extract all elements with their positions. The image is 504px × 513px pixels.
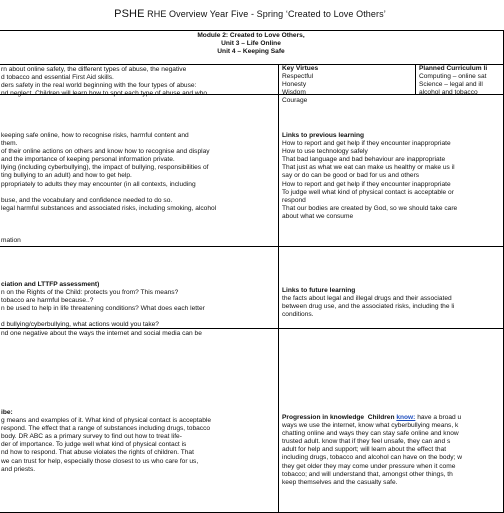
previous-learning-cell [278, 94, 504, 247]
intro-line: d tobacco and essential First Aid skills. [1, 74, 114, 82]
progression-first-line [282, 414, 503, 422]
vocabulary-heading: ibe: [1, 409, 13, 416]
assessment-line: n be used to help in life threatening conditions? What does each letter [1, 305, 205, 313]
future-learning-line: between drug use, and the associated risks, including the li [282, 303, 455, 311]
module-header-cell [0, 30, 504, 65]
assessment-line: n on the Rights of the Child: protects you from? This means? [1, 289, 179, 297]
objectives-cell [0, 94, 279, 247]
progression-line: trusted adult. know that if they feel unsafe, they can and s [282, 438, 451, 446]
know-link[interactable]: know: [396, 414, 416, 421]
key-virtues-heading: Key Virtues [282, 65, 319, 72]
vocabulary-line: body. DR ABC as a primary survey to find out how to treat life- [1, 433, 182, 441]
curriculum-line: alcohol and tobacco [419, 89, 478, 97]
previous-learning-line: That our bodies are created by God, so we should take care [282, 204, 458, 212]
objective-line: llying (including cyberbullying), the impact of bullying, responsibilities of [1, 164, 209, 172]
virtue-item: Honesty [282, 81, 307, 89]
previous-learning-line: How to report and get help if they encounter inappropriate [282, 180, 451, 188]
virtue-item: Wisdom [282, 89, 306, 97]
intro-line: ders safety in the real world beginning with the four types of abuse: [1, 82, 197, 90]
vocabulary-line: der of importance. To judge well what kind of physical contact is [1, 441, 187, 449]
vocabulary-line: respond. The effect that a range of substances including drugs, tobacco [1, 425, 211, 433]
progression-line: adult for help and support; will learn about the effect that [282, 446, 447, 454]
progression-line: keep themselves and the casualty safe. [282, 478, 398, 486]
progression-cell [278, 328, 504, 513]
vocabulary-line: and priests. [1, 465, 36, 473]
curriculum-line: Computing – online sat [419, 73, 487, 81]
objective-line [1, 189, 278, 197]
assessment-line [1, 313, 278, 321]
intro-cell [0, 64, 279, 98]
planned-curriculum-heading: Planned Curriculum li [419, 65, 488, 72]
previous-learning-line: How to report and get help if they encounter inappropriate [282, 140, 451, 148]
unit-4-title: Unit 4 – Keeping Safe [217, 48, 285, 56]
progression-line: ways we use the internet, know what cyberbullying means, k [282, 422, 459, 430]
key-virtues-cell [278, 64, 416, 105]
objective-line: and the importance of keeping personal information private. [1, 156, 175, 164]
assessment-line: nd one negative about the ways the internet and social media can be [1, 329, 202, 337]
previous-learning-line: That just as what we eat can make us healthy or make us il [282, 164, 455, 172]
objective-line [1, 221, 278, 229]
objective-line: legal harmful substances and associated risks, including smoking, alcohol [1, 204, 217, 212]
assessment-heading: ciation and LTTFP assessment) [1, 281, 100, 288]
future-learning-cell [278, 246, 504, 329]
future-learning-line: the facts about legal and illegal drugs and their associated [282, 295, 452, 303]
module-title: Module 2: Created to Love Others, [197, 32, 305, 39]
overview-table [0, 30, 504, 510]
objective-line: ppropriately to adults they may encounter (in all contexts, including [1, 180, 196, 188]
previous-learning-line: about what we consume [282, 212, 354, 220]
assessment-line: d bullying/cyberbullying, what actions would you take? [1, 321, 159, 329]
previous-learning-line: To judge well what kind of physical contact is acceptable or [282, 188, 454, 196]
vocabulary-line: nd how to respond. That abuse violates the rights of children. That [1, 449, 194, 457]
vocabulary-line: we can trust for help, especially those closest to us who care for us, [1, 457, 199, 465]
page-title [0, 8, 500, 20]
future-learning-heading: Links to future learning [282, 287, 356, 294]
objective-line [1, 229, 278, 237]
planned-curriculum-cell [415, 64, 504, 95]
previous-learning-heading: Links to previous learning [282, 132, 365, 139]
page-title-rest: RHE Overview Year Five - Spring ‘Created to Love Others’ [144, 9, 386, 19]
progression-heading: Progression in knowledge [282, 414, 365, 421]
objective-line: keeping safe online, how to recognise risks, harmful content and [1, 132, 189, 139]
previous-learning-line: That bad language and bad behaviour are inappropriate [282, 156, 446, 164]
vocabulary-line: g means and examples of it. What kind of physical contact is acceptable [1, 417, 212, 425]
objective-line: mation [1, 237, 21, 245]
previous-learning-line: say or do can be good or bad for us and others [282, 172, 420, 180]
curriculum-line: Science – legal and ill [419, 81, 483, 89]
assessment-line: tobacco are harmful because..? [1, 297, 94, 305]
objective-line: buse, and the vocabulary and confidence needed to do so. [1, 196, 173, 204]
assessment-cell [0, 246, 279, 337]
future-learning-line: conditions. [282, 311, 314, 319]
virtue-item: Courage [282, 97, 308, 105]
unit-3-title: Unit 3 – Life Online [221, 40, 281, 48]
intro-line: nd neglect. Children will learn how to spot each type of abuse and who [1, 90, 207, 98]
progression-line: chatting online and ways they can stay safe online and know [282, 430, 459, 438]
intro-line: rn about online safety, the different types of abuse, the negative [1, 66, 187, 73]
virtue-item: Respectful [282, 73, 314, 81]
progression-after-know: have a broad u [415, 414, 462, 421]
page-title-main: PSHE [114, 8, 145, 20]
progression-line: tobacco; and will understand that, amongst other things, th [282, 470, 453, 478]
progression-line: including drugs, tobacco and alcohol can have on the body; w [282, 454, 462, 462]
previous-learning-line: How to use technology safely [282, 148, 368, 156]
objective-line [1, 213, 278, 221]
objective-line: them. [1, 140, 18, 148]
vocabulary-cell [0, 328, 279, 513]
objective-line: of their online actions on others and know how to recognise and display [1, 148, 210, 156]
progression-line: they get older they may come under pressure when it come [282, 462, 456, 470]
objective-line: ting bullying to an adult) and how to get help. [1, 172, 132, 180]
progression-lead: Children [367, 414, 397, 421]
previous-learning-line: respond [282, 196, 306, 204]
